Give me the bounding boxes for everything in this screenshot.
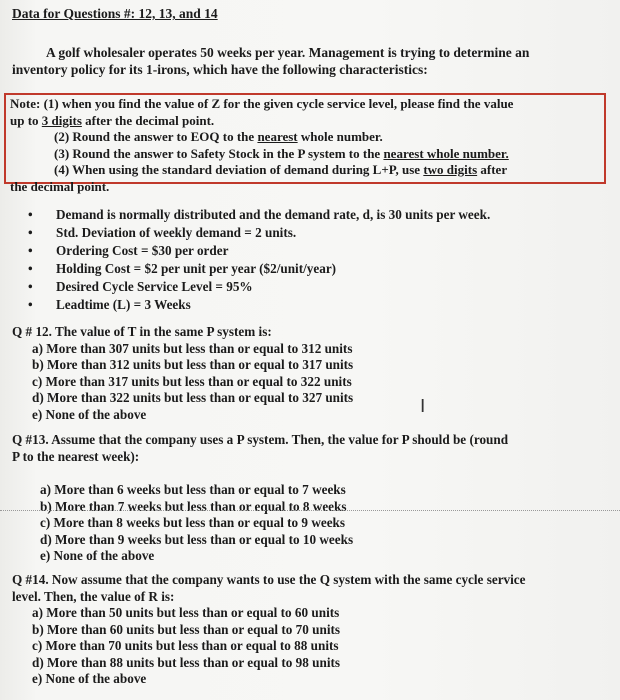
answer-option: d) More than 88 units but less than or equal to 98 units (32, 654, 341, 670)
answer-option: c) More than 317 units but less than or equal to 322 units (32, 373, 352, 389)
text-cursor-icon: I (420, 396, 426, 417)
characteristics-list (28, 206, 490, 314)
question-stem: level. Then, the value of R is: (12, 588, 175, 604)
answer-option: e) None of the above (32, 671, 147, 686)
question-stem: Q #13. Assume that the company uses a P system. Then, the value for P should be (round (12, 432, 509, 447)
question-12 (12, 324, 353, 423)
list-item: • Desired Cycle Service Level = 95% (28, 279, 253, 294)
divider (0, 510, 620, 511)
answer-option: b) More than 312 units but less than or equal to 317 units (32, 357, 354, 372)
question-stem: Q # 12. The value of T in the same P system is: (12, 324, 272, 339)
answer-option: a) More than 6 weeks but less than or equal to 7 weeks (40, 482, 346, 497)
list-item: • Ordering Cost = $30 per order (28, 243, 229, 258)
answer-option: c) More than 70 units but less than or equal to 88 units (32, 638, 339, 653)
list-item: • Leadtime (L) = 3 Weeks (28, 297, 191, 312)
answer-option: a) More than 307 units but less than or equal to 312 units (32, 340, 353, 356)
answer-option: e) None of the above (40, 548, 155, 563)
intro-paragraph: A golf wholesaler operates 50 weeks per year. Management is trying to determine an inventory policy for its 1-irons, which have the following characteristics: (12, 45, 530, 77)
list-item: • Holding Cost = $2 per unit per year ($2/unit/year) (28, 261, 337, 276)
list-item: • Std. Deviation of weekly demand = 2 units. (28, 225, 297, 240)
list-item: • Demand is normally distributed and the demand rate, d, is 30 units per week. (28, 207, 491, 222)
answer-option: c) More than 8 weeks but less than or equal to 9 weeks (40, 515, 346, 530)
answer-option: e) None of the above (32, 406, 147, 422)
question-stem: Q #14. Now assume that the company wants to use the Q system with the same cycle service (12, 572, 526, 587)
answer-option: b) More than 60 units but less than or equal to 70 units (32, 621, 341, 637)
answer-option: d) More than 322 units but less than or equal to 327 units (32, 390, 354, 405)
page-title: Data for Questions #: 12, 13, and 14 (12, 6, 218, 21)
answer-option: a) More than 50 units but less than or equal to 60 units (32, 605, 340, 620)
answer-option: d) More than 9 weeks but less than or equal to 10 weeks (40, 531, 354, 547)
question-stem: P to the nearest week): (12, 448, 140, 464)
question-14 (12, 572, 526, 688)
note-paragraph: Note: (1) when you find the value of Z for the given cycle service level, please find the value up to 3 digits after the decimal point. (2) Round the answer to EOQ to the nearest whole number. (3) Round the answer to Safety Stock in the P system to the nearest whole number. (4) When using the standard deviation of demand during L+P, use two digits after the decimal point. (10, 96, 514, 194)
question-13 (12, 432, 508, 565)
answer-option: b) More than 7 weeks but less than or equal to 8 weeks (40, 498, 347, 514)
